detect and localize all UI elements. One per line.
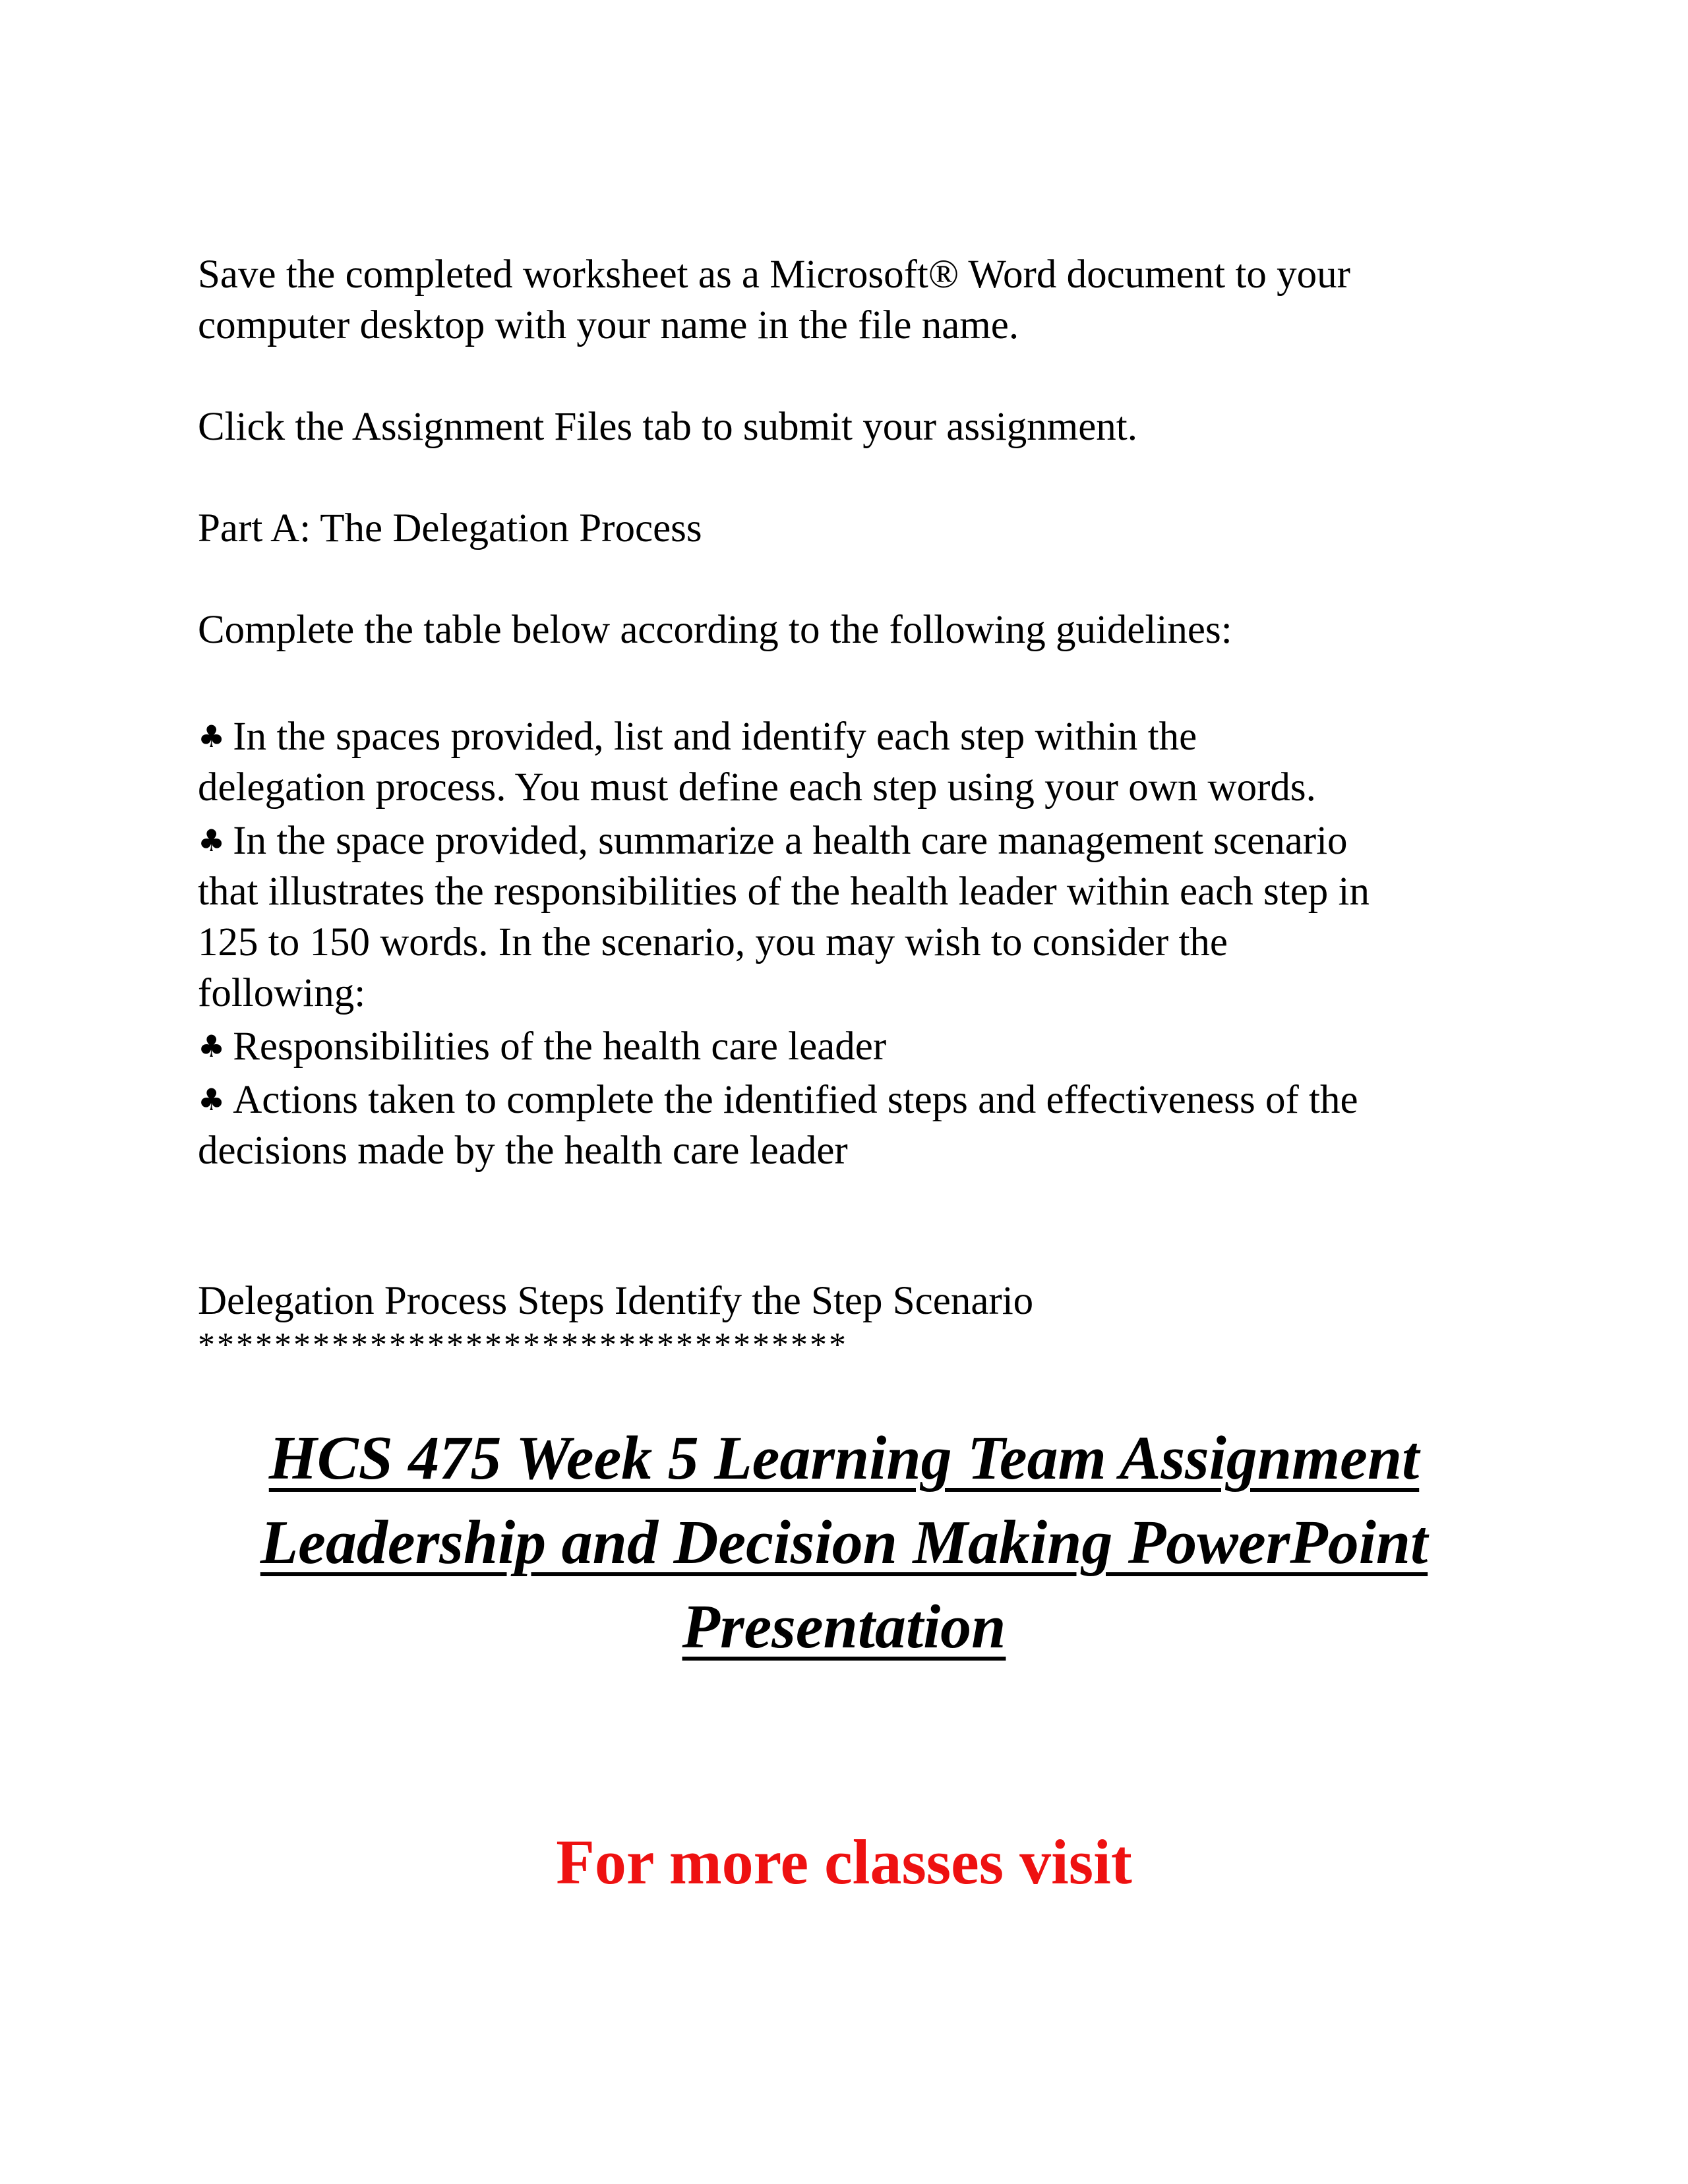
guideline-4-line-1: Actions taken to complete the identified steps and effectiveness of the (233, 1078, 1358, 1122)
part-a-heading: Part A: The Delegation Process (198, 506, 702, 550)
guidelines-list (198, 711, 1503, 1176)
promo-text: For more classes visit (556, 1827, 1132, 1897)
assignment-title-line-1: HCS 475 Week 5 Learning Team Assignment (268, 1424, 1420, 1492)
table-header: Delegation Process Steps Identify the Step Scenario (198, 1279, 1034, 1323)
guideline-2-line-3: 125 to 150 words. In the scenario, you may wish to consider the (198, 920, 1228, 964)
guideline-2-line-4: following: (198, 971, 366, 1015)
guideline-item-1 (198, 711, 1503, 762)
submit-instructions: Click the Assignment Files tab to submit your assignment. (198, 405, 1137, 449)
part-a-intro: Complete the table below according to the following guidelines: (198, 608, 1232, 652)
guideline-4-line-2: decisions made by the health care leader (198, 1129, 848, 1173)
save-instructions-line-2: computer desktop with your name in the file name. (198, 303, 1019, 347)
save-instructions-line-1: Save the completed worksheet as a Microsoft® Word document to your (198, 252, 1350, 297)
guideline-item-2 (198, 815, 1503, 866)
assignment-title-line-3: Presentation (682, 1593, 1006, 1661)
club-bullet-icon: ♣ (198, 719, 226, 754)
guideline-3-line-1: Responsibilities of the health care leader (233, 1024, 887, 1069)
separator-stars: ********************************** (198, 1326, 848, 1364)
club-bullet-icon: ♣ (198, 1082, 226, 1117)
guideline-item-4 (198, 1075, 1503, 1125)
club-bullet-icon: ♣ (198, 1028, 226, 1064)
guideline-1-line-1: In the spaces provided, list and identify each step within the (233, 715, 1197, 759)
guideline-item-3 (198, 1021, 1503, 1072)
assignment-title-line-2: Leadership and Decision Making PowerPoint (260, 1508, 1428, 1577)
save-instructions (198, 249, 1503, 351)
guideline-2-line-1: In the space provided, summarize a health care management scenario (233, 819, 1348, 863)
club-bullet-icon: ♣ (198, 823, 226, 858)
guideline-1-line-2: delegation process. You must define each step using your own words. (198, 765, 1316, 810)
guideline-2-line-2: that illustrates the responsibilities of the health leader within each step in (198, 870, 1370, 914)
assignment-title (0, 1416, 1688, 1669)
